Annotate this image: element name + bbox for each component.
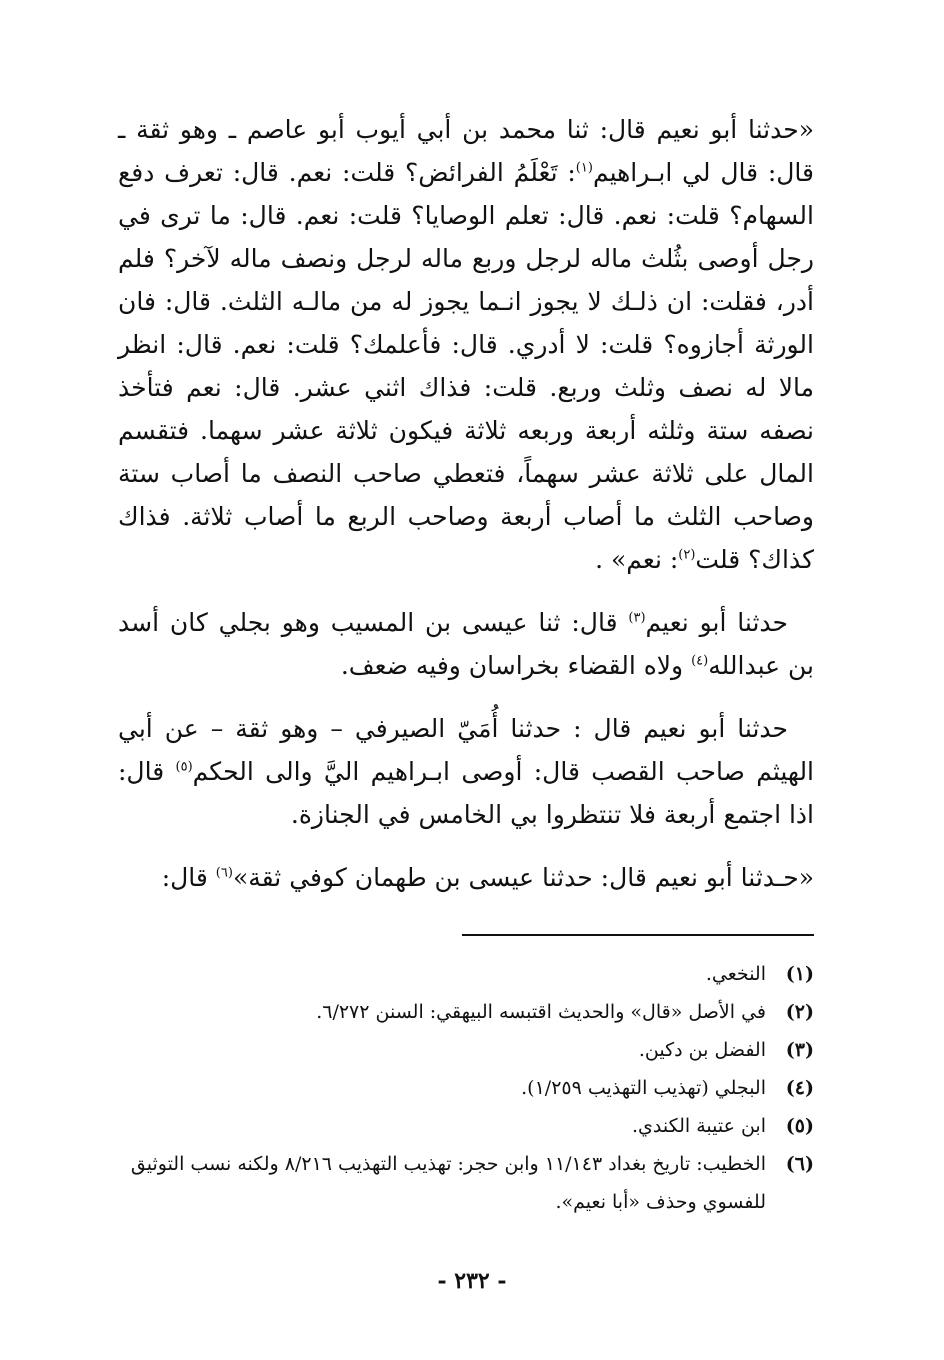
paragraph-text: قال: — [161, 863, 216, 892]
footnote-text: الخطيب: تاريخ بغداد ١١/١٤٣ وابن حجر: تهذيب التهذيب ٨/٢١٦ ولكنه نسب التوثيق للفسوي وحذف «أبا نعيم». — [130, 1153, 766, 1213]
paragraph-text: «حـدثنا أبو نعيم قال: حدثنا عيسى بن طهمان كوفي ثقة» — [232, 863, 814, 892]
footnote-number: (٢) — [785, 1001, 814, 1023]
paragraph-4 — [118, 856, 814, 899]
paragraph-text: ولاه القضاء بخراسان وفيه ضعف. — [340, 651, 692, 680]
paragraph-text: حدثنا أبو نعيم — [645, 608, 789, 637]
footnote-number: (٤) — [785, 1077, 814, 1099]
paragraph-2 — [118, 601, 814, 687]
footnote-ref-2: (٢) — [678, 547, 696, 563]
main-text — [118, 108, 814, 899]
page-number: - ٢٣٢ - — [437, 1268, 507, 1294]
footnote-number: (٦) — [785, 1153, 814, 1175]
footnote-text: النخعي. — [705, 963, 766, 985]
footnotes — [110, 955, 814, 1221]
paragraph-text: : نعم» . — [595, 545, 679, 574]
footnote-item — [110, 1107, 814, 1145]
paragraph-1 — [118, 108, 814, 581]
footnote-item — [110, 1145, 814, 1221]
footnote-ref-3: (٣) — [628, 610, 646, 626]
footnote-item — [110, 993, 814, 1031]
footnote-ref-6: (٦) — [215, 865, 233, 881]
footnote-item — [110, 1069, 814, 1107]
footnote-text: الفضل بن دكين. — [638, 1039, 766, 1061]
footnote-ref-4: (٤) — [691, 653, 709, 669]
footnote-number: (٣) — [785, 1039, 814, 1061]
footnote-text: البجلي (تهذيب التهذيب ١/٢٥٩). — [521, 1077, 766, 1099]
footnote-separator — [462, 934, 814, 936]
paragraph-text: : تَعْلَمُ الفرائض؟ قلت: نعم. قال: تعرف دفع السهام؟ قلت: نعم. قال: تعلم الوصايا؟ قلت: نعم. قال: ما ترى في رجل أوصى بثُلث ماله لرجل وربع ماله لرجل ونصف ماله لآخر؟ فلم أدر، فقلت: ان ذلـك لا يجوز انـما يجوز له من مالـه الثلث. قال: فان الورثة أجازوه؟ قلت: لا أدري. قال: فأعلمك؟ قلت: نعم. قال: انظر مالا له نصف وثلث وربع. قلت: فذاك اثني عشر. قال: نعم فتأخذ نصفه ستة وثلثه أربعة وربعه ثلاثة فيكون ثلاثة عشر سهما. فتقسم المال على ثلاثة عشر سهماً، فتعطي صاحب النصف ما أصاب ستة وصاحب الثلث ما أصاب أربعة وصاحب الربع ما أصاب ثلاثة. فذاك كذاك؟ قلت — [118, 158, 814, 574]
footnote-ref-5: (٥) — [175, 759, 193, 775]
footnote-ref-1: (١) — [575, 160, 593, 176]
footnote-number: (٥) — [785, 1115, 814, 1137]
footnote-number: (١) — [785, 963, 814, 985]
paragraph-text: قال: اذا اجتمع أربعة فلا تنتظروا بي الخامس في الجنازة. — [118, 757, 814, 829]
footnote-text: ابن عتيبة الكندي. — [631, 1115, 766, 1137]
footnote-text: في الأصل «قال» والحديث اقتبسه البيهقي: السنن ٦/٢٧٢. — [316, 1001, 766, 1023]
footnote-item — [110, 1031, 814, 1069]
footnote-item — [110, 955, 814, 993]
paragraph-text: حدثنا أبو نعيم قال : حدثنا أُمَيّ الصيرفي – وهو ثقة – عن أبي الهيثم صاحب القصب قال: أوصى ابـراهيم اليَّ والى الحكم — [118, 714, 815, 786]
paragraph-text: «حدثنا أبو نعيم قال: ثنا محمد بن أبي أيوب أبو عاصم ـ وهو ثقة ـ قال: قال لي ابـراهيم — [118, 115, 814, 187]
paragraph-3 — [118, 707, 814, 836]
paragraph-text: قال: ثنا عيسى بن المسيب وهو بجلي كان أسد بن عبدالله — [118, 608, 814, 680]
